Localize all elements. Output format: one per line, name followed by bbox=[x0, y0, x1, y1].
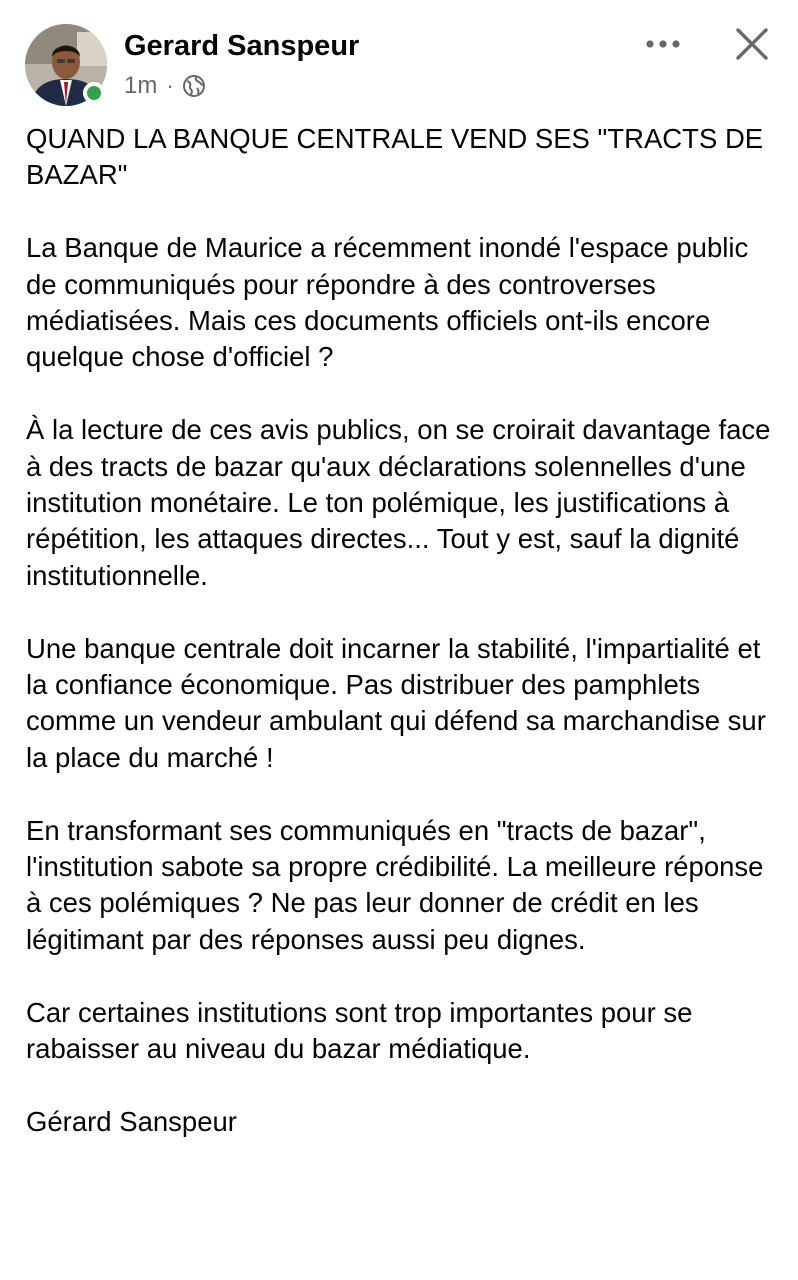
post-paragraph-4: En transformant ses communiqués en "tracts de bazar", l'institution sabote sa propre crédibilité. La meilleure réponse à ces polémiques ? Ne pas leur donner de crédit en les légitimant par des réponses aussi peu dignes. bbox=[26, 814, 764, 955]
close-icon bbox=[732, 24, 772, 64]
post-header bbox=[0, 0, 798, 112]
globe-icon[interactable] bbox=[182, 74, 206, 98]
post-paragraph-1: La Banque de Maurice a récemment inondé l'espace public de communiqués pour répondre à des controverses médiatisées. Mais ces documents officiels ont-ils encore quelque chose d'officiel ? bbox=[26, 232, 749, 373]
post-meta bbox=[124, 70, 206, 102]
author-name[interactable]: Gerard Sanspeur bbox=[124, 30, 360, 62]
post-paragraph-2: À la lecture de ces avis publics, on se croirait davantage face à des tracts de bazar qu'aux déclarations solennelles d'une institution monétaire. Le ton polémique, les justifications à répétition, les attaques directes... Tout y est, sauf la dignité institutionnelle. bbox=[26, 414, 771, 591]
post-timestamp[interactable]: 1m bbox=[124, 72, 158, 99]
post-signature: Gérard Sanspeur bbox=[26, 1105, 237, 1137]
more-options-button[interactable] bbox=[642, 26, 684, 62]
post-paragraph-3: Une banque centrale doit incarner la stabilité, l'impartialité et la confiance économique. Pas distribuer des pamphlets comme un vendeur ambulant qui défend sa marchandise sur la place du marché ! bbox=[26, 632, 766, 773]
close-button[interactable] bbox=[732, 24, 772, 64]
more-horizontal-icon bbox=[642, 26, 684, 62]
online-status-indicator bbox=[83, 82, 105, 104]
post-title: QUAND LA BANQUE CENTRALE VEND SES "TRACTS DE BAZAR" bbox=[26, 123, 764, 191]
post-paragraph-5: Car certaines institutions sont trop importantes pour se rabaisser au niveau du bazar médiatique. bbox=[26, 996, 693, 1065]
author-avatar[interactable] bbox=[25, 24, 107, 106]
post-text bbox=[26, 121, 778, 1140]
meta-separator: · bbox=[166, 73, 174, 98]
